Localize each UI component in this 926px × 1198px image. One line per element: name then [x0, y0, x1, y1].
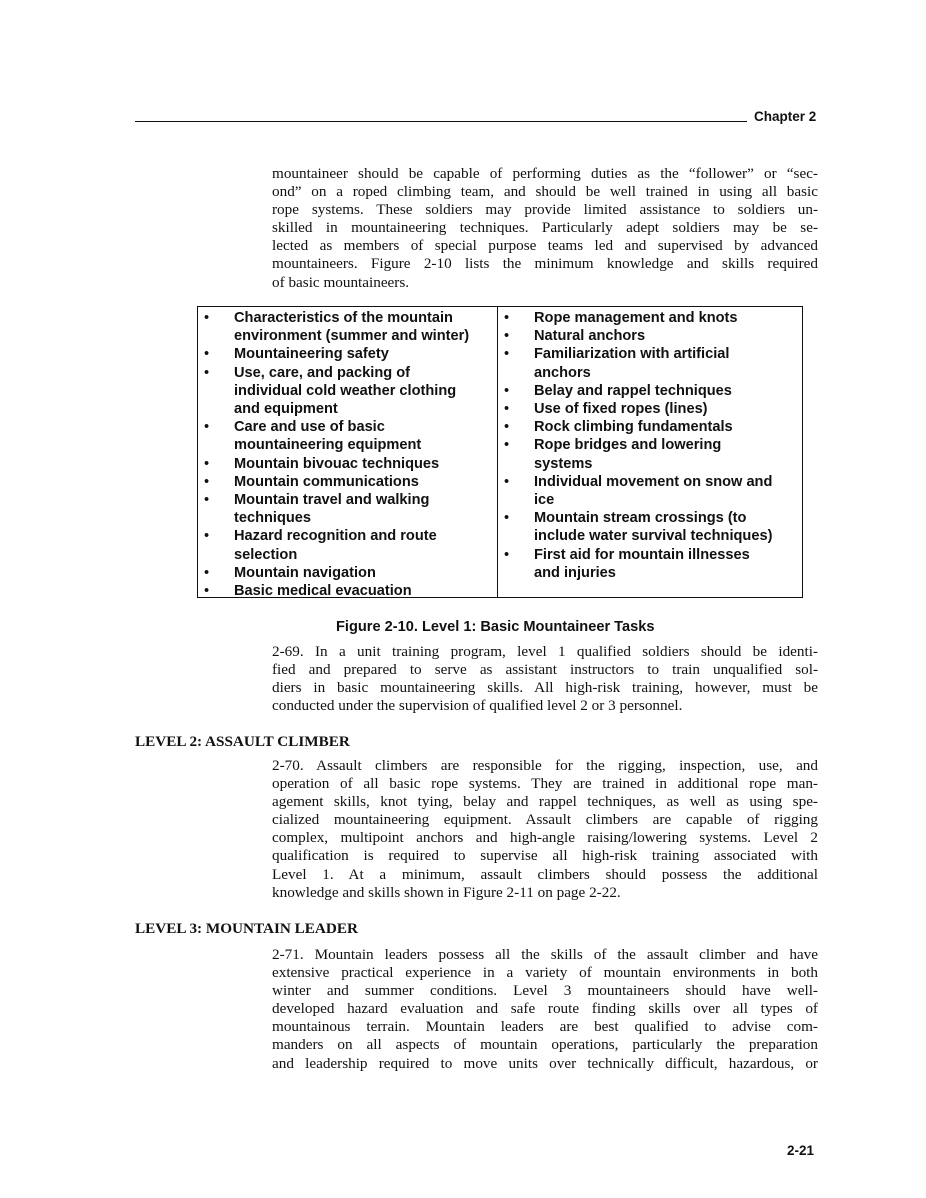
- bullet-icon: •: [204, 492, 210, 509]
- paragraph-line: 2-71. Mountain leaders possess all the skills of the assault climber and have: [272, 946, 818, 963]
- paragraph-line: winter and summer conditions. Level 3 mountaineers should have well-: [272, 982, 818, 1000]
- task-item: • Rope management and knots: [504, 310, 738, 326]
- figure-2-10-task-table: [197, 306, 803, 598]
- bullet-icon: •: [504, 328, 510, 345]
- paragraph-2-70: [272, 757, 818, 902]
- bullet-icon: •: [204, 364, 210, 381]
- bullet-icon: •: [204, 473, 210, 490]
- bullet-icon: •: [504, 419, 510, 436]
- column-divider: [497, 307, 498, 597]
- paragraph-line: 2-69. In a unit training program, level 1 qualified soldiers should be identi-: [272, 643, 818, 660]
- task-item: • Rock climbing fundamentals: [504, 419, 733, 436]
- task-item: • Rope bridges and lowering systems: [504, 437, 722, 472]
- paragraph-line: diers in basic mountaineering skills. All high-risk training, however, must be: [272, 679, 818, 697]
- paragraph-line: manders on all aspects of mountain operations, particularly the preparation: [272, 1036, 818, 1054]
- task-item: • Individual movement on snow and ice: [504, 473, 773, 509]
- paragraph-line: and leadership required to move units over technically difficult, hazardous, or: [272, 1054, 818, 1072]
- header-rule: [135, 121, 747, 122]
- task-item: • Mountain bivouac techniques: [204, 455, 440, 472]
- paragraph-line: complex, multipoint anchors and high-angle raising/lowering systems. Level 2: [272, 829, 818, 847]
- task-item: • Use of fixed ropes (lines): [504, 401, 708, 418]
- task-item: • Mountain communications: [204, 473, 419, 490]
- task-item: • Basic medical evacuation: [204, 583, 412, 600]
- task-item: • Familiarization with artificial anchors: [504, 346, 730, 381]
- paragraph-line: extensive practical experience in a variety of mountain environments in both: [272, 964, 818, 982]
- section-heading-level-3: LEVEL 3: MOUNTAIN LEADER: [135, 920, 358, 937]
- task-item: • Mountaineering safety: [204, 346, 389, 363]
- bullet-icon: •: [504, 510, 510, 527]
- paragraph-line: conducted under the supervision of qualified level 2 or 3 personnel.: [272, 697, 683, 715]
- paragraph-2-71: [272, 946, 818, 1073]
- paragraph-line: cialized mountaineering equipment. Assault climbers are capable of rigging: [272, 811, 818, 829]
- paragraph-2-69: [272, 643, 818, 715]
- task-item: • Mountain navigation: [204, 564, 376, 581]
- section-heading-level-2: LEVEL 2: ASSAULT CLIMBER: [135, 733, 350, 750]
- task-item: • Mountain travel and walking techniques: [204, 492, 430, 527]
- task-item: • Use, care, and packing of individual cold weather clothing and equipment: [204, 364, 457, 418]
- bullet-icon: •: [204, 346, 210, 363]
- paragraph-line: mountaineers. Figure 2-10 lists the minimum knowledge and skills required: [272, 255, 818, 273]
- page-number: 2-21: [787, 1143, 815, 1158]
- bullet-icon: •: [204, 564, 210, 581]
- bullet-icon: •: [504, 546, 510, 563]
- task-item: • Natural anchors: [504, 328, 646, 345]
- bullet-icon: •: [504, 382, 510, 399]
- paragraph-line: mountaineer should be capable of performing duties as the “follower” or “sec-: [272, 165, 818, 182]
- chapter-label: Chapter 2: [754, 109, 817, 124]
- paragraph-line: rope systems. These soldiers may provide limited assistance to soldiers un-: [272, 201, 818, 219]
- paragraph-line: fied and prepared to serve as assistant instructors to train unqualified sol-: [272, 661, 818, 679]
- bullet-icon: •: [204, 419, 210, 436]
- bullet-icon: •: [504, 346, 510, 363]
- bullet-icon: •: [204, 455, 210, 472]
- bullet-icon: •: [504, 401, 510, 418]
- paragraph-line: knowledge and skills shown in Figure 2-11 on page 2-22.: [272, 883, 621, 901]
- paragraph-line: agement skills, knot tying, belay and rappel techniques, as well as using spe-: [272, 793, 818, 811]
- paragraph-line: mountainous terrain. Mountain leaders are best qualified to advise com-: [272, 1018, 818, 1036]
- paragraph-line: operation of all basic rope systems. They are trained in additional rope man-: [272, 775, 818, 793]
- figure-caption: Figure 2-10. Level 1: Basic Mountaineer Tasks: [336, 619, 655, 635]
- task-item: • First aid for mountain illnesses and injuries: [504, 546, 750, 581]
- task-item: • Belay and rappel techniques: [504, 382, 732, 399]
- task-item: • Mountain stream crossings (to include water survival techniques): [504, 510, 773, 545]
- paragraph-line: Level 1. At a minimum, assault climbers should possess the additional: [272, 865, 818, 883]
- bullet-icon: •: [204, 528, 210, 545]
- paragraph-line: 2-70. Assault climbers are responsible for the rigging, inspection, use, and: [272, 757, 818, 774]
- paragraph-line: skilled in mountaineering techniques. Particularly adept soldiers may be se-: [272, 219, 818, 237]
- right-task-list: [504, 309, 799, 582]
- bullet-icon: •: [204, 583, 210, 600]
- paragraph-line: developed hazard evaluation and safe route finding skills over all types of: [272, 1000, 818, 1018]
- bullet-icon: •: [204, 310, 210, 326]
- bullet-icon: •: [504, 310, 510, 326]
- paragraph-line: qualification is required to supervise all high-risk training associated with: [272, 847, 818, 865]
- paragraph-line: of basic mountaineers.: [272, 273, 410, 291]
- paragraph-line: ond” on a roped climbing team, and should be well trained in using all basic: [272, 183, 818, 201]
- bullet-icon: •: [504, 437, 510, 454]
- task-item: • Characteristics of the mountain environment (summer and winter): [204, 310, 470, 345]
- task-item: • Care and use of basic mountaineering equipment: [204, 419, 422, 454]
- bullet-icon: •: [504, 473, 510, 490]
- paragraph-line: lected as members of special purpose teams led and supervised by advanced: [272, 237, 818, 255]
- task-item: • Hazard recognition and route selection: [204, 528, 437, 563]
- intro-paragraph: [272, 165, 818, 292]
- left-task-list: [204, 309, 494, 600]
